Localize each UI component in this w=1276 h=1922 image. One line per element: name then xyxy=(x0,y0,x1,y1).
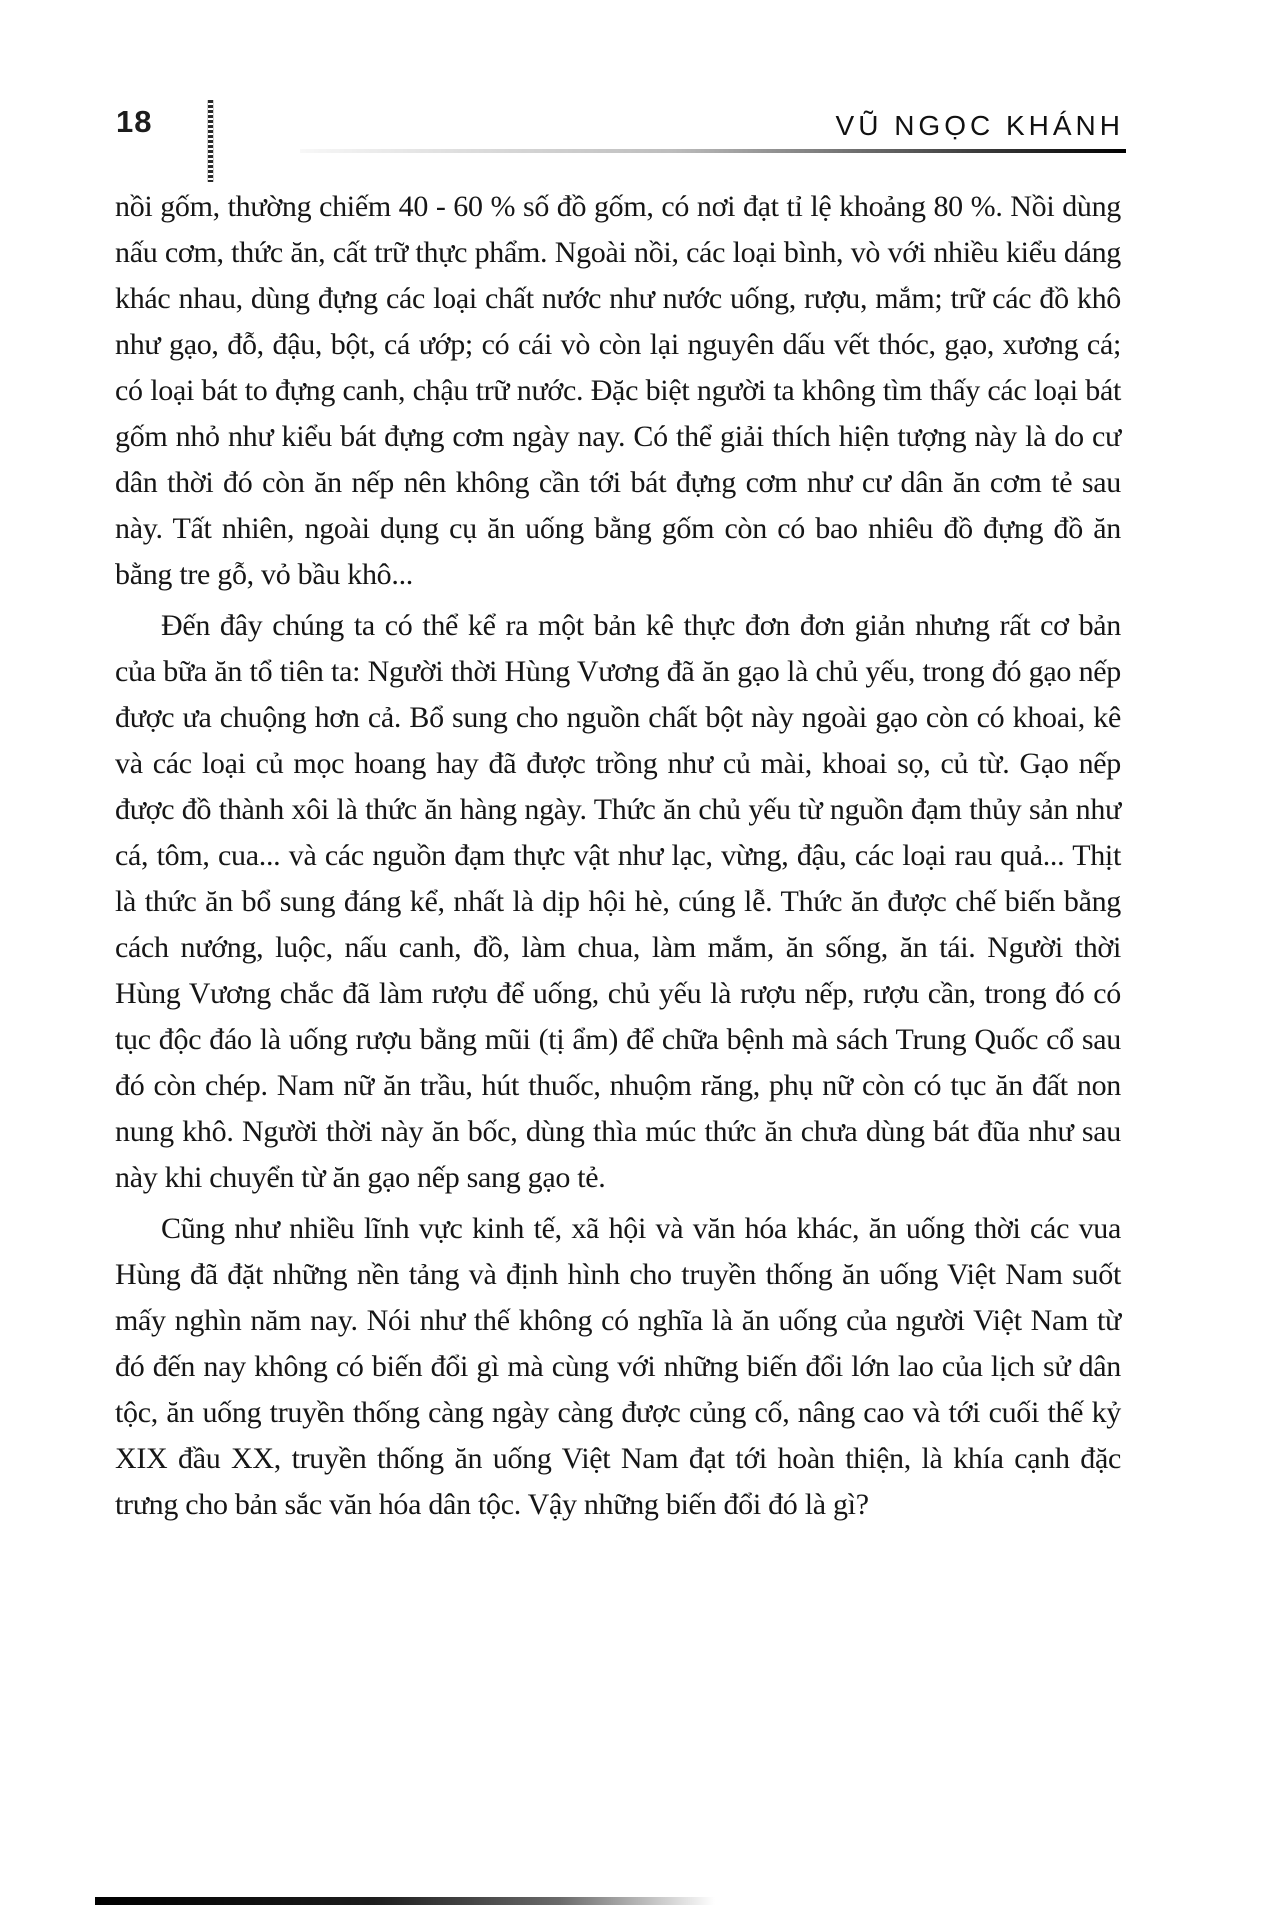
header-rule xyxy=(300,149,1126,153)
body-text xyxy=(115,184,1121,1528)
footer-rule xyxy=(95,1897,715,1905)
paragraph: nồi gốm, thường chiếm 40 - 60 % số đồ gốm, có nơi đạt tỉ lệ khoảng 80 %. Nồi dùng nấu cơm, thức ăn, cất trữ thực phẩm. Ngoài nồi, các loại bình, vò với nhiều kiểu dáng khác nhau, dùng đựng các loại chất nước như nước uống, rượu, mắm; trữ các đồ khô như gạo, đỗ, đậu, bột, cá ướp; có cái vò còn lại nguyên dấu vết thóc, gạo, xương cá; có loại bát to đựng canh, chậu trữ nước. Đặc biệt người ta không tìm thấy các loại bát gốm nhỏ như kiểu bát đựng cơm ngày nay. Có thể giải thích hiện tượng này là do cư dân thời đó còn ăn nếp nên không cần tới bát đựng cơm như cư dân ăn cơm tẻ sau này. Tất nhiên, ngoài dụng cụ ăn uống bằng gốm còn có bao nhiêu đồ đựng đồ ăn bằng tre gỗ, vỏ bầu khô... xyxy=(115,190,1121,591)
paragraph: Đến đây chúng ta có thể kể ra một bản kê thực đơn đơn giản nhưng rất cơ bản của bữa ăn tổ tiên ta: Người thời Hùng Vương đã ăn gạo là chủ yếu, trong đó gạo nếp được ưa chuộng hơn cả. Bổ sung cho nguồn chất bột này ngoài gạo còn có khoai, kê và các loại củ mọc hoang hay đã được trồng như củ mài, khoai sọ, củ từ. Gạo nếp được đồ thành xôi là thức ăn hàng ngày. Thức ăn chủ yếu từ nguồn đạm thủy sản như cá, tôm, cua... và các nguồn đạm thực vật như lạc, vừng, đậu, các loại rau quả... Thịt là thức ăn bổ sung đáng kể, nhất là dịp hội hè, cúng lễ. Thức ăn được chế biến bằng cách nướng, luộc, nấu canh, đồ, làm chua, làm mắm, ăn sống, ăn tái. Người thời Hùng Vương chắc đã làm rượu để uống, chủ yếu là rượu nếp, rượu cần, trong đó có tục độc đáo là uống rượu bằng mũi (tị ẩm) để chữa bệnh mà sách Trung Quốc cổ sau đó còn chép. Nam nữ ăn trầu, hút thuốc, nhuộm răng, phụ nữ còn có tục ăn đất non nung khô. Người thời này ăn bốc, dùng thìa múc thức ăn chưa dùng bát đũa như sau này khi chuyển từ ăn gạo nếp sang gạo tẻ. xyxy=(115,609,1121,1194)
page-number: 18 xyxy=(116,104,153,139)
header-ornament-bar xyxy=(207,100,214,182)
author-name: VŨ NGỌC KHÁNH xyxy=(835,110,1124,141)
running-head xyxy=(0,0,1276,185)
paragraph: Cũng như nhiều lĩnh vực kinh tế, xã hội và văn hóa khác, ăn uống thời các vua Hùng đã đặt những nền tảng và định hình cho truyền thống ăn uống Việt Nam suốt mấy nghìn năm nay. Nói như thế không có nghĩa là ăn uống của người Việt Nam từ đó đến nay không có biến đổi gì mà cùng với những biến đổi lớn lao của lịch sử dân tộc, ăn uống truyền thống càng ngày càng được củng cố, nâng cao và tới cuối thế kỷ XIX đầu XX, truyền thống ăn uống Việt Nam đạt tới hoàn thiện, là khía cạnh đặc trưng cho bản sắc văn hóa dân tộc. Vậy những biến đổi đó là gì? xyxy=(115,1212,1121,1521)
